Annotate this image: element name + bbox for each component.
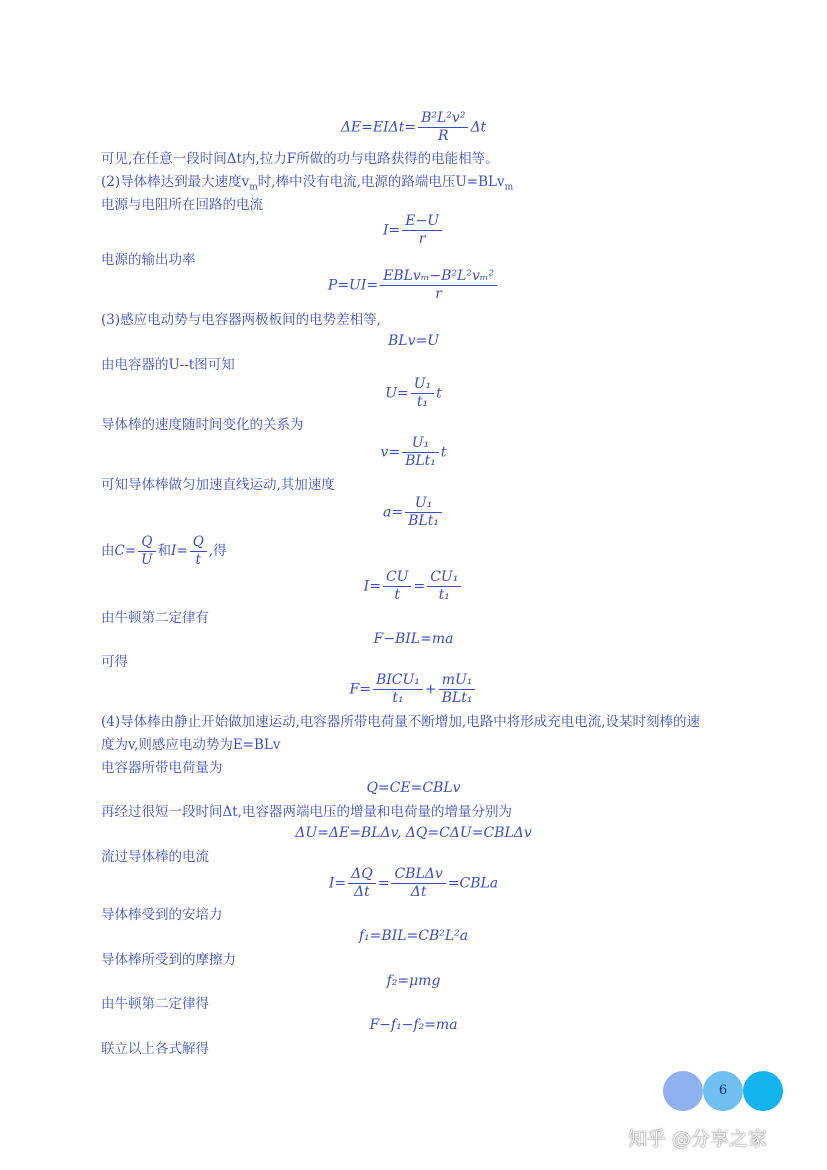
text-line: 导体棒的速度随时间变化的关系为 (101, 417, 304, 433)
text-line: 可见,在任意一段时间Δt内,拉力F所做的功与电路获得的电能相等。 (101, 151, 499, 167)
equation-newton-final: F−f₁−f₂=ma (369, 1017, 458, 1033)
page-number: 6 (718, 1083, 728, 1098)
equation-current-capacitor: I= $\frac{CU}{t}$ = $\frac{\text{CU₁}}{\text{t₁}}$ (0, 569, 827, 604)
text-line: 由电容器的U--t图可知 (101, 357, 235, 373)
text-line: 电源与电阻所在回路的电流 (101, 197, 263, 213)
equation-charge: Q=CE=CBLv (366, 780, 461, 796)
decor-circle (663, 1071, 703, 1111)
page-indicator (663, 1071, 783, 1111)
text-line: 联立以上各式解得 (101, 1041, 209, 1057)
text-line: 电源的输出功率 (101, 252, 196, 268)
equation-increments: ΔU=ΔE=BLΔv, ΔQ=CΔU=CBLΔv (295, 825, 532, 841)
equation-acceleration: a= $\frac{\text{U₁}}{\text{BLt₁}}$ (0, 495, 827, 530)
equation-friction: f₂=μmg (386, 973, 441, 989)
equation-ampere-force: f₁=BIL=CB²L²a (358, 928, 469, 944)
decor-circle (743, 1071, 783, 1111)
equation-emf: BLv=U (387, 333, 440, 349)
text-line: 由牛顿第二定律有 (101, 610, 209, 626)
equation-rod-current: I= $\frac{\Delta Q}{\Delta t}$ = $\frac{\text{CBLΔv}}{\Delta t}$ =CBLa (328, 866, 499, 900)
text-line: 导体棒所受到的摩擦力 (101, 952, 236, 968)
equation-energy: ΔE=EIΔt= $\frac{\text{B²L²v²}}{R}$ Δt (340, 110, 487, 144)
equation-velocity: v= $\frac{\text{U₁}}{\text{BLt₁}}$ t (380, 435, 447, 469)
text-line: 可得 (101, 654, 128, 670)
text-line: (4)导体棒由静止开始做加速运动,电容器所带电荷量不断增加,电路中将形成充电电流,设某时刻棒的速 (101, 714, 700, 730)
text-line: 由C= $\frac{Q}{U}$ 和I= $\frac{Q}{t}$ ,得 (101, 534, 227, 568)
equation-voltage-time: U= $\frac{\text{U₁}}{\text{t₁}}$ t (385, 376, 442, 410)
text-line: 可知导体棒做匀加速直线运动,其加速度 (101, 477, 335, 493)
text-line: (2)导体棒达到最大速度$v_m$时,棒中没有电流,电源的路端电压U=BLv$_m$ (101, 174, 514, 193)
text-line: (3)感应电动势与电容器两极板间的电势差相等, (101, 312, 381, 328)
equation-newton: F−BIL=ma (373, 631, 454, 647)
text-line: 电容器所带电荷量为 (101, 760, 223, 776)
equation-power: P=UI= $\frac{\text{EBLvₘ−B²L²vₘ²}}{r}$ (0, 268, 827, 303)
text-line: 导体棒受到的安培力 (101, 907, 223, 923)
text-line: 再经过很短一段时间Δt,电容器两端电压的增量和电荷量的增量分别为 (101, 804, 512, 820)
text-line: 度为v,则感应电动势为E=BLv (101, 737, 281, 753)
watermark: 知乎 @分享之家 (628, 1128, 768, 1150)
text-line: 流过导体棒的电流 (101, 849, 209, 865)
text-line: 由牛顿第二定律得 (101, 996, 209, 1012)
equation-current: I= $\frac{E-U}{r}$ (0, 213, 827, 248)
equation-force: F= $\frac{\text{BICU₁}}{\text{t₁}}$ + $\frac{\text{mU₁}}{\text{BLt₁}}$ (0, 672, 827, 707)
